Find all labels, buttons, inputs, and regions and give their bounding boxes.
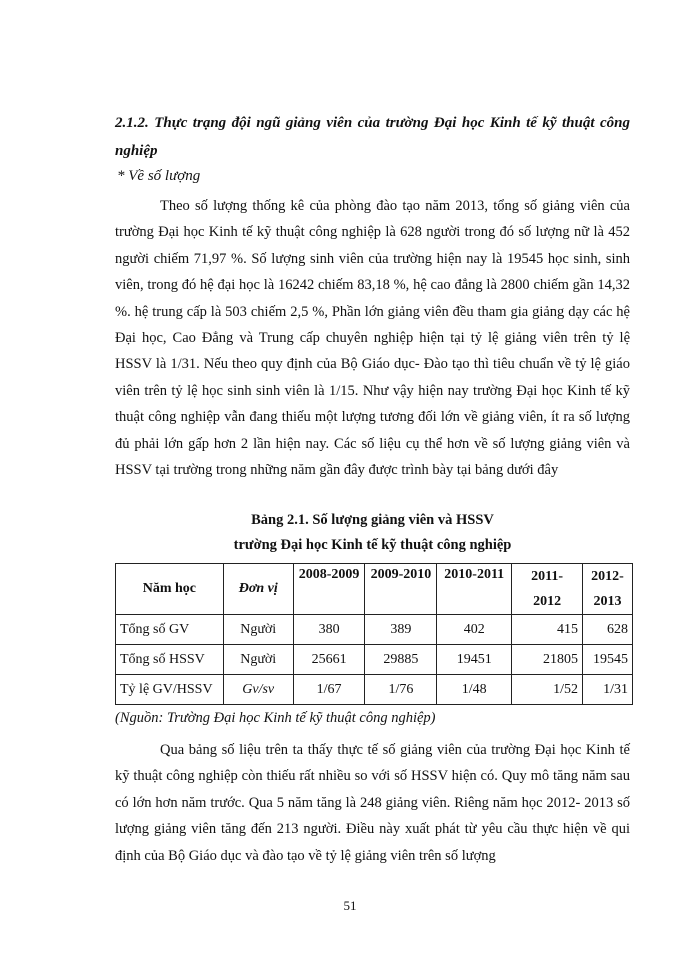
cell-value: 19451: [437, 645, 512, 675]
header-2011-2012-top: 2011-: [512, 564, 583, 590]
header-2012-2013-bottom: 2013: [583, 589, 633, 615]
header-2010-2011: 2010-2011: [437, 564, 512, 615]
cell-value: 29885: [365, 645, 437, 675]
section-heading: 2.1.2. Thực trạng đội ngũ giảng viên của trường Đại học Kinh tế kỹ thuật công nghiệp: [115, 115, 630, 159]
table-row: [116, 645, 633, 675]
page-number: 51: [343, 898, 357, 913]
paragraph-2-text: Qua bảng số liệu trên ta thấy thực tế số giảng viên của trường Đại học Kinh tế kỹ thuật công nghiệp còn thiếu rất nhiều so với số HSSV hiện có. Quy mô tăng năm sau có lớn hơn năm trước. Qua 5 năm tăng là 248 giảng viên. Riêng năm học 2012- 2013 số lượng giảng viên tăng đến 213 người. Điều này xuất phát từ yêu cầu thực hiện về qui định của Bộ Giáo dục và đào tạo về tỷ lệ giảng viên trên số lượng: [115, 742, 630, 864]
cell-value: 402: [437, 615, 512, 645]
table-source-note: (Nguồn: Trường Đại học Kinh tế kỹ thuật công nghiệp): [115, 710, 436, 726]
body-paragraph-2: [115, 737, 630, 869]
cell-value: 415: [512, 615, 583, 645]
subsection-heading: * Về số lượng: [117, 168, 201, 184]
header-year: Năm học: [116, 564, 224, 615]
cell-value: 1/52: [512, 675, 583, 705]
cell-value: 1/48: [437, 675, 512, 705]
header-2011-2012-bottom: 2012: [512, 589, 583, 615]
cell-value: 1/76: [365, 675, 437, 705]
body-paragraph-1: [115, 193, 630, 483]
cell-value: 389: [365, 615, 437, 645]
row-label: Tổng số GV: [116, 615, 224, 645]
cell-value: 1/67: [293, 675, 365, 705]
staff-table: [115, 563, 633, 705]
row-unit: Người: [223, 645, 293, 675]
table-row: [116, 615, 633, 645]
cell-value: 380: [293, 615, 365, 645]
cell-value: 1/31: [583, 675, 633, 705]
row-label: Tỷ lệ GV/HSSV: [116, 675, 224, 705]
paragraph-1-text: Theo số lượng thống kê của phòng đào tạo năm 2013, tổng số giảng viên của trường Đại học Kinh tế kỹ thuật công nghiệp là 628 người trong đó số lượng nữ là 452 người chiếm 71,97 %. Số lượng sinh viên của trường hiện nay là 19545 học sinh, sinh viên, trong đó hệ đại học là 16242 chiếm 83,18 %, hệ cao đẳng là 2800 chiếm gần 14,32 %. hệ trung cấp là 503 chiếm 2,5 %, Phần lớn giảng viên đều tham gia giảng dạy các hệ Đại học, Cao Đẳng và Trung cấp chuyên nghiệp hiện tại tỷ lệ giảng viên trên tỷ lệ HSSV là 1/31. Nếu theo quy định của Bộ Giáo dục- Đào tạo thì tiêu chuẩn về tỷ lệ giáo viên trên tỷ lệ học sinh sinh viên là 1/15. Như vậy hiện nay trường Đại học Kinh tế kỹ thuật công nghiệp vẫn đang thiếu một lượng tương đối lớn về giảng viên, ít ra số lượng đủ phải lớn gấp hơn 2 lần hiện nay. Các số liệu cụ thể hơn về số lượng giảng viên và HSSV tại trường trong những năm gần đây được trình bày tại bảng dưới đây: [115, 198, 630, 479]
header-unit: Đơn vị: [223, 564, 293, 615]
cell-value: 21805: [512, 645, 583, 675]
header-2008-2009: 2008-2009: [293, 564, 365, 615]
row-unit: Gv/sv: [223, 675, 293, 705]
cell-value: 19545: [583, 645, 633, 675]
row-label: Tổng số HSSV: [116, 645, 224, 675]
table-caption-line2: trường Đại học Kinh tế kỹ thuật công nghiệp: [233, 537, 512, 553]
header-2009-2010: 2009-2010: [365, 564, 437, 615]
header-2012-2013-top: 2012-: [583, 564, 633, 590]
table-caption-line1: Bảng 2.1. Số lượng giảng viên và HSSV: [251, 512, 494, 528]
cell-value: 628: [583, 615, 633, 645]
cell-value: 25661: [293, 645, 365, 675]
table-header-row: [116, 564, 633, 590]
table-row: [116, 675, 633, 705]
row-unit: Người: [223, 615, 293, 645]
